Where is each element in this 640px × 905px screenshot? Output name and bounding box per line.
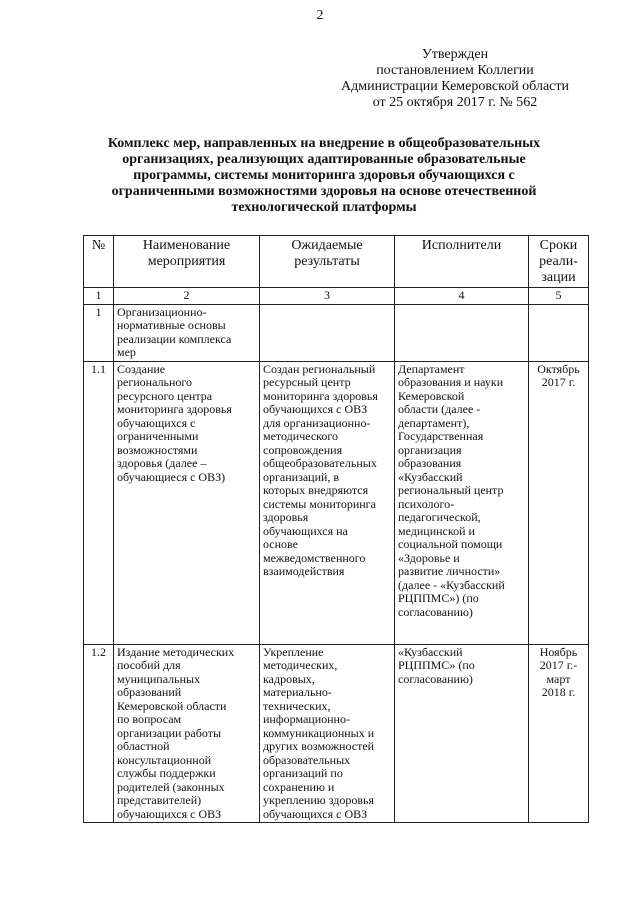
cell-name — [114, 644, 260, 823]
cell-line: Кемеровской — [398, 388, 465, 403]
cell-executors — [395, 361, 529, 644]
cell-line: развитие личности» — [398, 564, 501, 578]
cell-name — [114, 361, 260, 644]
column-number: 4 — [395, 288, 529, 305]
cell-line: ресурсный центр — [263, 375, 351, 389]
cell-terms — [529, 361, 589, 644]
cell-line: Создание — [117, 361, 166, 376]
column-number: 1 — [84, 288, 114, 305]
table-row — [84, 644, 589, 823]
cell-line: других возможностей — [263, 739, 375, 753]
cell-num: 1.2 — [84, 644, 114, 823]
cell-name — [114, 304, 260, 361]
page-number: 2 — [316, 8, 324, 23]
cell-line: социальной помощи — [398, 537, 503, 551]
cell-line: родителей (законных — [117, 779, 225, 794]
cell-line: департамент), — [398, 415, 470, 430]
header-num: № — [84, 236, 114, 288]
cell-line: 2018 г. — [541, 685, 576, 699]
cell-line: областной — [117, 739, 170, 753]
cell-line: 2017 г.- — [539, 658, 578, 672]
cell-line: области (далее - — [398, 402, 481, 416]
cell-line: взаимодействия — [263, 564, 345, 578]
approval-line: Утвержден — [421, 47, 489, 62]
cell-line: организаций по — [263, 766, 343, 780]
cell-line: по вопросам — [117, 712, 182, 726]
title-line: программы, системы мониторинга здоровья обучающихся с — [133, 168, 515, 183]
cell-terms — [529, 304, 589, 361]
cell-num: 1.1 — [84, 361, 114, 644]
cell-line: 2017 г. — [541, 375, 576, 389]
cell-line: здоровья (далее – — [117, 456, 207, 470]
column-number: 3 — [260, 288, 395, 305]
cell-line: ресурсного центра — [117, 388, 213, 403]
cell-line: Создан региональный — [263, 361, 376, 376]
cell-line: медицинской и — [398, 523, 475, 538]
cell-line: обучающихся с ОВЗ — [117, 806, 222, 821]
cell-line: Укрепление — [263, 644, 324, 659]
cell-line: «Здоровье и — [398, 550, 460, 565]
title-line: Комплекс мер, направленных на внедрение в общеобразовательных — [107, 136, 541, 151]
cell-line: основе — [263, 537, 298, 551]
cell-line: обучающихся с ОВЗ — [263, 806, 368, 821]
cell-executors — [395, 304, 529, 361]
cell-line: обучающихся на — [263, 523, 348, 538]
cell-line: РЦППМС» (по — [398, 658, 475, 672]
table-row — [84, 304, 589, 361]
cell-line: коммуникационных и — [263, 725, 375, 740]
cell-line: сохранению и — [263, 779, 335, 794]
cell-line: «Кузбасский — [398, 644, 463, 659]
header-results: Ожидаемые результаты — [260, 236, 395, 288]
cell-line: технических, — [263, 698, 331, 713]
cell-line: методического — [263, 429, 339, 443]
cell-line: Организационно- — [117, 304, 207, 319]
cell-line: информационно- — [263, 712, 350, 726]
cell-line: организаций, в — [263, 469, 340, 484]
cell-line: регионального — [117, 375, 193, 389]
cell-line: (далее - «Кузбасский — [398, 577, 505, 592]
header-terms: Сроки реали- зации — [529, 236, 589, 288]
cell-line: образований — [117, 685, 182, 699]
title-line: технологической платформы — [231, 200, 417, 215]
cell-line: Ноябрь — [539, 644, 578, 659]
cell-line: Департамент — [398, 361, 465, 376]
column-number: 5 — [529, 288, 589, 305]
cell-line: материально- — [263, 685, 332, 699]
cell-line: РЦППМС») (по — [398, 591, 479, 605]
cell-line: согласованию) — [398, 604, 473, 619]
cell-line: укреплению здоровья — [263, 793, 374, 807]
cell-line: консультационной — [117, 752, 212, 767]
cell-terms — [529, 644, 589, 823]
cell-line: обучающиеся с ОВЗ) — [117, 469, 226, 484]
header-name: Наименование мероприятия — [114, 236, 260, 288]
cell-num: 1 — [84, 304, 114, 361]
cell-line: обучающихся с ОВЗ — [263, 402, 368, 416]
cell-line: межведомственного — [263, 550, 366, 565]
cell-results — [260, 304, 395, 361]
cell-line: обучающихся с — [117, 415, 196, 430]
approval-line: постановлением Коллегии — [376, 63, 534, 78]
cell-line: муниципальных — [117, 671, 201, 686]
title-line: организациях, реализующих адаптированные образовательные — [122, 152, 526, 167]
cell-line: Кемеровской области — [117, 698, 227, 713]
cell-line: нормативные основы — [117, 318, 226, 332]
cell-line: здоровья — [263, 510, 309, 524]
approval-line: Администрации Кемеровской области — [341, 79, 569, 94]
measures-table — [83, 235, 589, 823]
cell-line: Государственная — [398, 429, 484, 443]
cell-line: для организационно- — [263, 415, 371, 430]
cell-line: сопровождения — [263, 442, 343, 457]
cell-line: мониторинга здоровья — [263, 388, 378, 403]
cell-line: образования и науки — [398, 375, 504, 389]
cell-line: организации работы — [117, 725, 222, 740]
cell-line: психолого- — [398, 496, 455, 511]
header-executors: Исполнители — [395, 236, 529, 288]
cell-line: реализации комплекса — [117, 331, 232, 346]
cell-line: Издание методических — [117, 644, 235, 659]
cell-line: которых внедряются — [263, 483, 369, 497]
column-number: 2 — [114, 288, 260, 305]
approval-line: от 25 октября 2017 г. № 562 — [372, 95, 538, 110]
approval-stamp — [330, 47, 580, 111]
cell-line: службы поддержки — [117, 766, 216, 780]
cell-line: «Кузбасский — [398, 469, 463, 484]
cell-results — [260, 644, 395, 823]
cell-line: возможностями — [117, 442, 198, 457]
cell-line: мер — [117, 345, 136, 359]
cell-line: методических, — [263, 658, 338, 672]
cell-line: организация — [398, 442, 462, 457]
cell-line: региональный центр — [398, 483, 504, 497]
cell-results — [260, 361, 395, 644]
cell-line: ограниченными — [117, 429, 199, 443]
cell-line: март — [546, 671, 571, 686]
table-row — [84, 361, 589, 644]
cell-executors — [395, 644, 529, 823]
cell-line: Октябрь — [537, 361, 580, 376]
cell-line: системы мониторинга — [263, 496, 376, 511]
cell-line: образовательных — [263, 752, 351, 767]
cell-line: мониторинга здоровья — [117, 402, 232, 416]
cell-line: кадровых, — [263, 671, 315, 686]
cell-line: представителей) — [117, 793, 202, 807]
cell-line: образования — [398, 456, 462, 470]
document-title — [84, 136, 564, 216]
cell-line: согласованию) — [398, 671, 473, 686]
column-number-row — [84, 288, 589, 305]
cell-line: общеобразовательных — [263, 456, 377, 470]
cell-line: педагогической, — [398, 510, 481, 524]
table-header-row — [84, 236, 589, 288]
title-line: ограниченными возможностями здоровья на основе отечественной — [111, 184, 537, 199]
cell-line: пособий для — [117, 658, 181, 672]
